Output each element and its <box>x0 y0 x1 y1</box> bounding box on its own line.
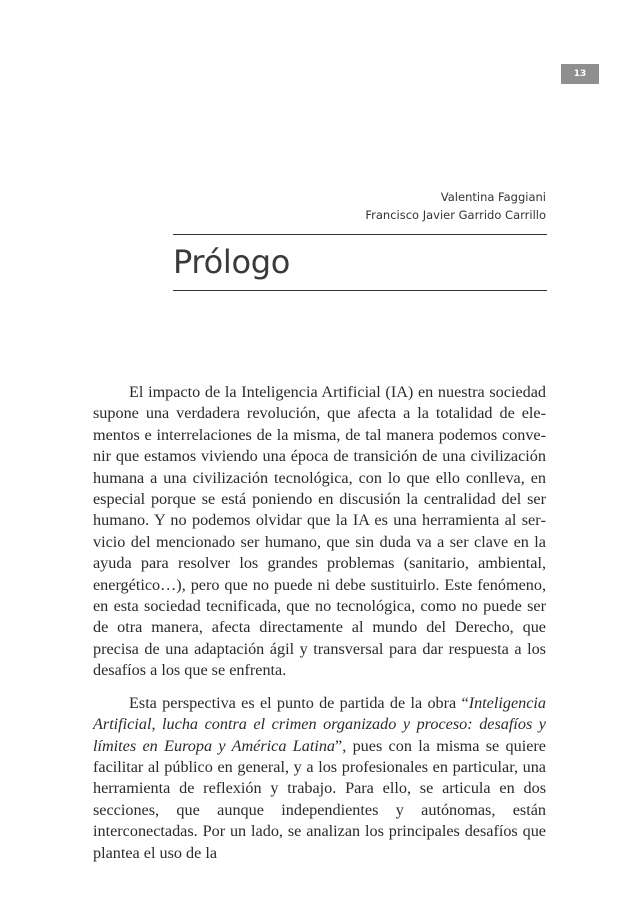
paragraph: El impacto de la Inteligencia Artificial (IA) en nuestra sociedad supone una verdadera revolución, que afecta a la totalidad de elementos e interrelaciones de la misma, de tal manera podemos convenir que estamos viviendo una época de transición de una civilización humana a una civilización tecnológica, con lo que ello conlleva, en especial porque se está poniendo en discusión la centralidad del ser humano. Y no podemos olvidar que la IA es una herramienta al servicio del mencionado ser humano, que sin duda va a ser clave en la ayuda para resolver los grandes problemas (sanitario, ambiental, energético…), pero que no puede ni debe sustituirlo. Este fenómeno, en esta sociedad tecnificada, que no tecnológica, como no puede ser de otra manera, afecta directamente al mundo del Derecho, que precisa de una adaptación ágil y transversal para dar respuesta a los desafíos a los que se enfrenta. <box>93 383 546 680</box>
title-bottom-rule <box>173 290 547 291</box>
body-text <box>93 382 546 875</box>
author-block <box>365 188 546 224</box>
book-title-italic: Inteligencia Artificial, lucha contra el crimen organizado y proceso: desafíos y límites en Europa y América Latina <box>93 693 546 755</box>
title-top-rule <box>173 234 547 235</box>
chapter-title: Prólogo <box>173 243 291 281</box>
author-name: Francisco Javier Garrido Carrillo <box>365 208 546 222</box>
paragraph-text: Esta perspectiva es el punto de partida de la obra “ <box>129 693 469 712</box>
page-number-badge: 13 <box>561 64 599 84</box>
author-name: Valentina Faggiani <box>440 190 546 204</box>
paragraph-text: ”, pues con la misma se quiere facilitar al público en general, y a los profesionales en particular, una herramienta de reflexión y trabajo. Para ello, se articula en dos secciones, que aunque independientes y autónomas, están interconectadas. Por un lado, se analizan los principales desafíos que plantea el uso de la <box>93 736 546 862</box>
paragraph <box>93 693 546 864</box>
